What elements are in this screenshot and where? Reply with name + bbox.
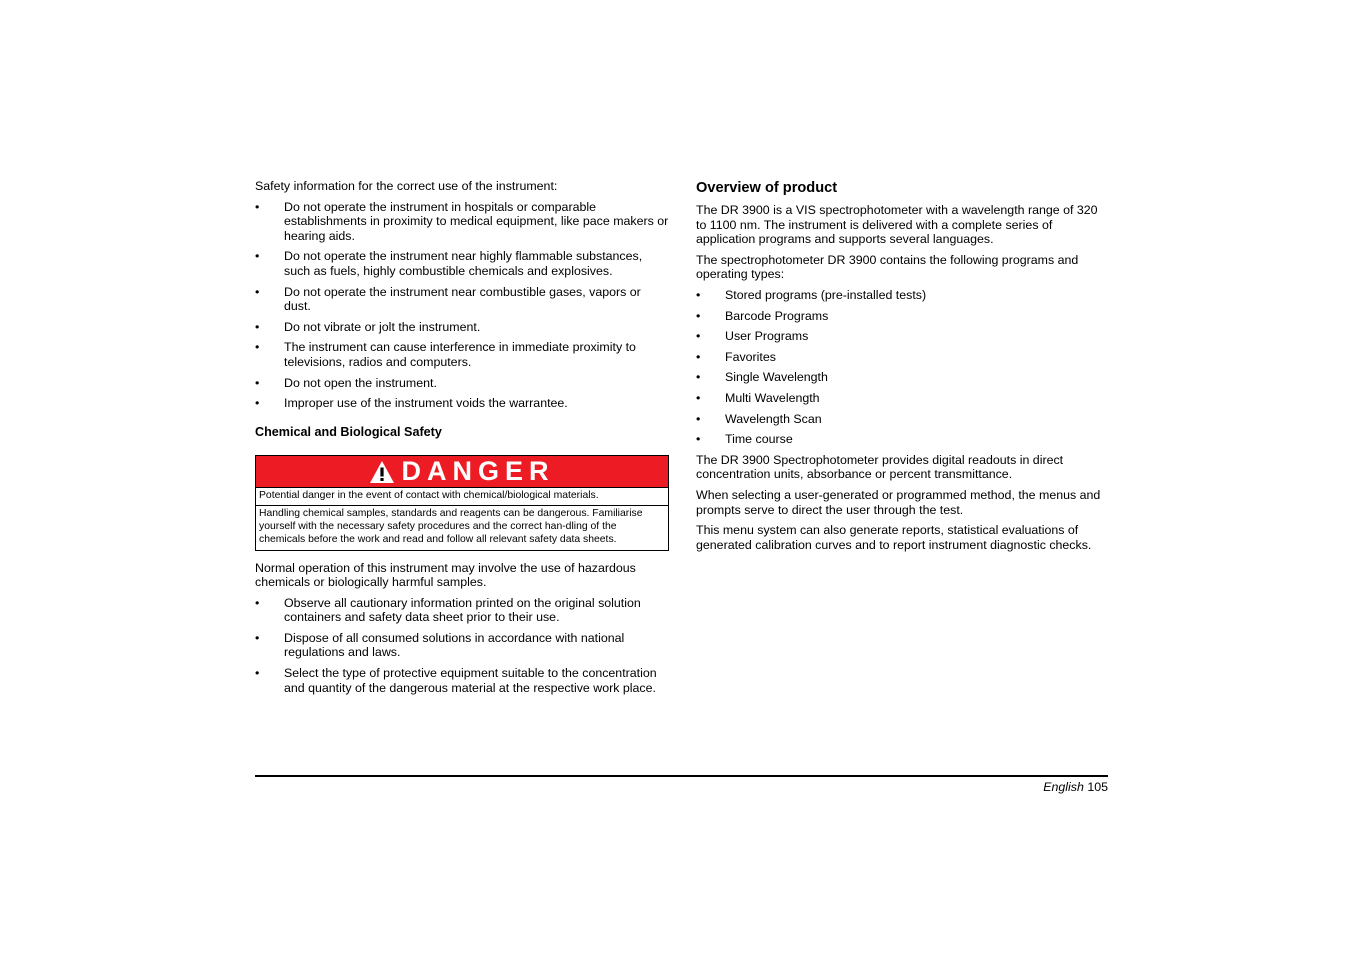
list-item: • Do not operate the instrument near highly flammable substances, such as fuels, highly combustible chemicals and explosives. <box>255 249 669 278</box>
footer-rule <box>255 775 1108 777</box>
list-item: • Improper use of the instrument voids the warrantee. <box>255 396 669 411</box>
page-footer <box>1043 780 1108 795</box>
overview-paragraph-3: The DR 3900 Spectrophotometer provides digital readouts in direct concentration units, absorbance or percent transmittance. <box>696 452 1064 482</box>
list-item: • User Programs <box>696 329 1110 344</box>
list-item: • Favorites <box>696 350 1110 365</box>
list-item: • Time course <box>696 432 1110 447</box>
list-item: • Select the type of protective equipment suitable to the concentration and quantity of the dangerous material at the respective work place. <box>255 666 669 695</box>
normal-operation-text: Normal operation of this instrument may involve the use of hazardous chemicals or biologically harmful samples. <box>255 560 636 590</box>
danger-header <box>256 456 668 488</box>
chem-safety-list <box>255 596 669 696</box>
page-number: 105 <box>1087 780 1108 794</box>
list-item: • The instrument can cause interference in immediate proximity to televisions, radios and computers. <box>255 340 669 369</box>
list-item: • Single Wavelength <box>696 370 1110 385</box>
overview-paragraph-2: The spectrophotometer DR 3900 contains the following programs and operating types: <box>696 252 1079 282</box>
footer-language: English <box>1043 780 1084 794</box>
list-item: • Do not operate the instrument near combustible gases, vapors or dust. <box>255 285 669 314</box>
left-column <box>255 179 669 701</box>
list-item: • Do not open the instrument. <box>255 376 669 391</box>
list-item: • Barcode Programs <box>696 309 1110 324</box>
chem-bio-heading: Chemical and Biological Safety <box>255 424 442 439</box>
safety-list <box>255 200 669 411</box>
list-item: • Observe all cautionary information printed on the original solution containers and safety data sheet prior to their use. <box>255 596 669 625</box>
list-item: • Do not operate the instrument in hospitals or comparable establishments in proximity to medical equipment, like pace makers or hearing aids. <box>255 200 669 244</box>
overview-paragraph-1: The DR 3900 is a VIS spectrophotometer with a wavelength range of 320 to 1100 nm. The instrument is delivered with a complete series of application programs and supports several languages. <box>696 203 1098 247</box>
safety-intro: Safety information for the correct use of the instrument: <box>255 179 558 193</box>
list-item: • Dispose of all consumed solutions in accordance with national regulations and laws. <box>255 631 669 660</box>
danger-body <box>256 488 668 549</box>
overview-heading: Overview of product <box>696 180 838 196</box>
overview-paragraph-4: When selecting a user-generated or programmed method, the menus and prompts serve to direct the user through the test. <box>696 487 1101 517</box>
right-column <box>696 179 1110 558</box>
overview-paragraph-5: This menu system can also generate reports, statistical evaluations of generated calibration curves and to report instrument diagnostic checks. <box>696 523 1092 552</box>
danger-box <box>255 455 669 550</box>
programs-list <box>696 288 1110 447</box>
list-item: • Multi Wavelength <box>696 391 1110 406</box>
warning-triangle-icon <box>369 460 395 484</box>
list-item: • Stored programs (pre-installed tests) <box>696 288 1110 303</box>
danger-line-1: Potential danger in the event of contact with chemical/biological materials. <box>256 490 668 506</box>
list-item: • Do not vibrate or jolt the instrument. <box>255 320 669 335</box>
danger-line-2: Handling chemical samples, standards and reagents can be dangerous. Familiarise yourself with the necessary safety procedures and the correct han-dling of the chemicals before the work and read and follow all relevant safety data sheets. <box>259 508 643 545</box>
danger-word: DANGER <box>401 456 555 487</box>
list-item: • Wavelength Scan <box>696 412 1110 427</box>
